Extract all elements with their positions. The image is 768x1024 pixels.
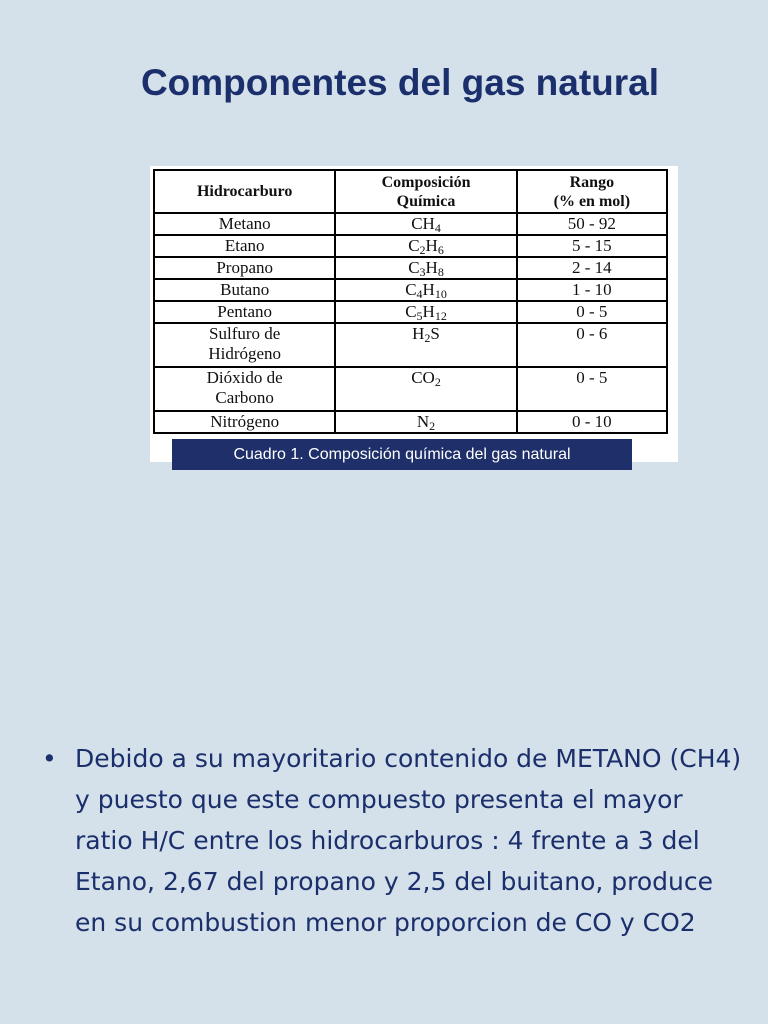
cell-hydrocarbon	[154, 411, 335, 433]
formula-subscript: 2	[419, 243, 426, 257]
header-range	[517, 170, 667, 213]
header-hydrocarbon-label: Hidrocarburo	[196, 183, 293, 200]
formula-element: C	[411, 214, 423, 233]
table-row	[154, 235, 667, 257]
header-composition-line2: Química	[396, 192, 456, 210]
formula-element: N	[416, 412, 430, 431]
formula-element: H	[425, 236, 438, 255]
hydrocarbon-name: Hidrógeno	[208, 344, 282, 363]
cell-range: 50 - 92	[517, 213, 667, 235]
header-hydrocarbon	[154, 170, 335, 213]
hydrocarbon-name: Metano	[218, 214, 271, 233]
bullet-list	[42, 738, 742, 943]
composition-table	[153, 169, 668, 434]
cell-hydrocarbon	[154, 367, 335, 411]
cell-range: 0 - 5	[517, 301, 667, 323]
cell-range: 0 - 10	[517, 411, 667, 433]
cell-hydrocarbon	[154, 323, 335, 367]
cell-formula	[335, 411, 516, 433]
hydrocarbon-name: Dióxido de	[206, 368, 283, 387]
header-composition	[335, 170, 516, 213]
formula-element: H	[412, 324, 425, 343]
cell-formula	[335, 367, 516, 411]
formula-subscript: 10	[434, 287, 447, 301]
cell-hydrocarbon	[154, 213, 335, 235]
formula-subscript: 2	[429, 419, 436, 433]
cell-formula	[335, 213, 516, 235]
table-row	[154, 279, 667, 301]
hydrocarbon-name: Propano	[216, 258, 273, 277]
cell-range: 0 - 5	[517, 367, 667, 411]
cell-range: 0 - 6	[517, 323, 667, 367]
bullet-text: Debido a su mayoritario contenido de METANO (CH4) y puesto que este compuesto presenta el mayor ratio H/C entre los hidrocarburos : 4 frente a 3 del Etano, 2,67 del propano y 2,5 del buitano, produce en su combustion menor proporcion de CO y CO2	[75, 744, 742, 937]
cell-hydrocarbon	[154, 235, 335, 257]
formula-element: C	[405, 302, 417, 321]
formula-element: H	[422, 214, 435, 233]
cell-range: 2 - 14	[517, 257, 667, 279]
cell-hydrocarbon	[154, 279, 335, 301]
table-row	[154, 411, 667, 433]
table-row	[154, 367, 667, 411]
header-composition-line1: Composición	[381, 173, 471, 191]
formula-subscript: 3	[419, 265, 426, 279]
cell-range: 1 - 10	[517, 279, 667, 301]
cell-formula	[335, 279, 516, 301]
cell-range: 5 - 15	[517, 235, 667, 257]
hydrocarbon-name: Pentano	[217, 302, 273, 321]
cell-formula	[335, 235, 516, 257]
cell-formula	[335, 323, 516, 367]
header-range-line1: Rango	[569, 173, 615, 191]
formula-element: H	[425, 258, 438, 277]
formula-element: S	[430, 324, 440, 343]
hydrocarbon-name: Carbono	[215, 388, 274, 407]
hydrocarbon-name: Etano	[224, 236, 265, 255]
table-row	[154, 257, 667, 279]
slide-title: Componentes del gas natural	[140, 62, 660, 103]
cell-formula	[335, 301, 516, 323]
formula-subscript: 12	[434, 309, 447, 323]
formula-element: CO	[411, 368, 435, 387]
cell-formula	[335, 257, 516, 279]
table-header-row	[154, 170, 667, 213]
formula-subscript: 2	[424, 331, 431, 345]
formula-subscript: 4	[416, 287, 423, 301]
formula-subscript: 4	[434, 221, 441, 235]
cell-hydrocarbon	[154, 301, 335, 323]
formula-subscript: 8	[437, 265, 444, 279]
formula-element: H	[422, 302, 435, 321]
bullet-symbol: •	[42, 744, 57, 773]
formula-subscript: 2	[434, 375, 441, 389]
formula-element: H	[422, 280, 435, 299]
formula-element: C	[408, 258, 420, 277]
cell-hydrocarbon	[154, 257, 335, 279]
hydrocarbon-name: Sulfuro de	[209, 324, 281, 343]
table-row	[154, 323, 667, 367]
table-row	[154, 301, 667, 323]
table-caption: Cuadro 1. Composición química del gas natural	[172, 439, 632, 470]
formula-subscript: 6	[437, 243, 444, 257]
formula-subscript: 5	[416, 309, 423, 323]
header-range-line2: (% en mol)	[553, 192, 631, 210]
hydrocarbon-name: Nitrógeno	[210, 412, 280, 431]
formula-element: C	[405, 280, 417, 299]
formula-element: C	[408, 236, 420, 255]
table-row	[154, 213, 667, 235]
hydrocarbon-name: Butano	[220, 280, 270, 299]
composition-table-image	[150, 166, 678, 462]
